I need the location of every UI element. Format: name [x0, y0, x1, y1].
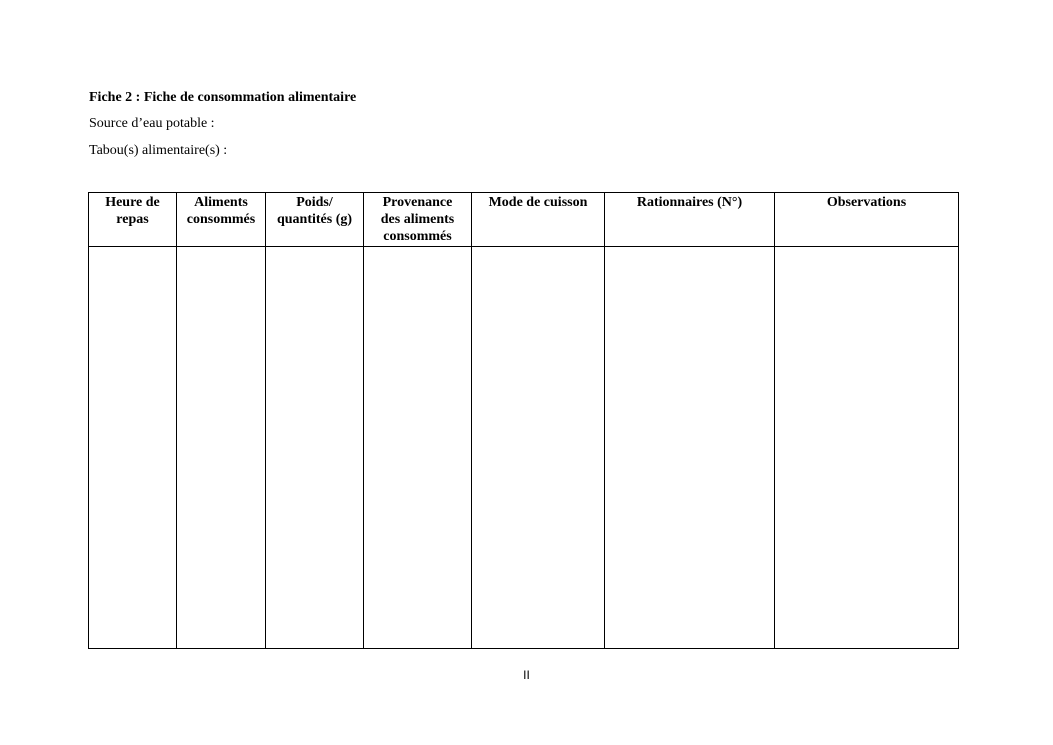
table-cell — [605, 247, 775, 649]
header-line: Heure de — [105, 195, 160, 210]
column-header-observations — [775, 193, 959, 247]
header-line: Mode de cuisson — [488, 195, 588, 210]
header-line: Poids/ — [296, 195, 333, 210]
header-line: Aliments — [194, 195, 248, 210]
header-line: Provenance — [382, 195, 453, 210]
table-cell — [472, 247, 605, 649]
header-line: quantités (g) — [276, 212, 353, 227]
water-source-label: Source d’eau potable : — [89, 116, 215, 131]
column-header-rationers — [605, 193, 775, 247]
header-line: Observations — [826, 195, 907, 210]
column-header-weight-quantity — [266, 193, 364, 247]
table-cell — [775, 247, 959, 649]
table-header-row — [89, 193, 959, 247]
table-cell — [364, 247, 472, 649]
header-line: repas — [116, 212, 149, 227]
food-taboo-label: Tabou(s) alimentaire(s) : — [89, 143, 228, 158]
column-header-meal-time — [89, 193, 177, 247]
header-line: Rationnaires (N°) — [636, 195, 743, 210]
page-title: Fiche 2 : Fiche de consommation alimentaire — [89, 90, 357, 105]
table-cell — [266, 247, 364, 649]
column-header-food-origin — [364, 193, 472, 247]
table-row — [89, 247, 959, 649]
column-header-cooking-method — [472, 193, 605, 247]
header-line: consommés — [383, 229, 452, 244]
header-line: consommés — [186, 212, 256, 227]
column-header-foods-consumed — [177, 193, 266, 247]
page-number: II — [523, 668, 530, 682]
table-cell — [89, 247, 177, 649]
food-consumption-table — [88, 192, 959, 649]
table-cell — [177, 247, 266, 649]
header-line: des aliments — [380, 212, 455, 227]
